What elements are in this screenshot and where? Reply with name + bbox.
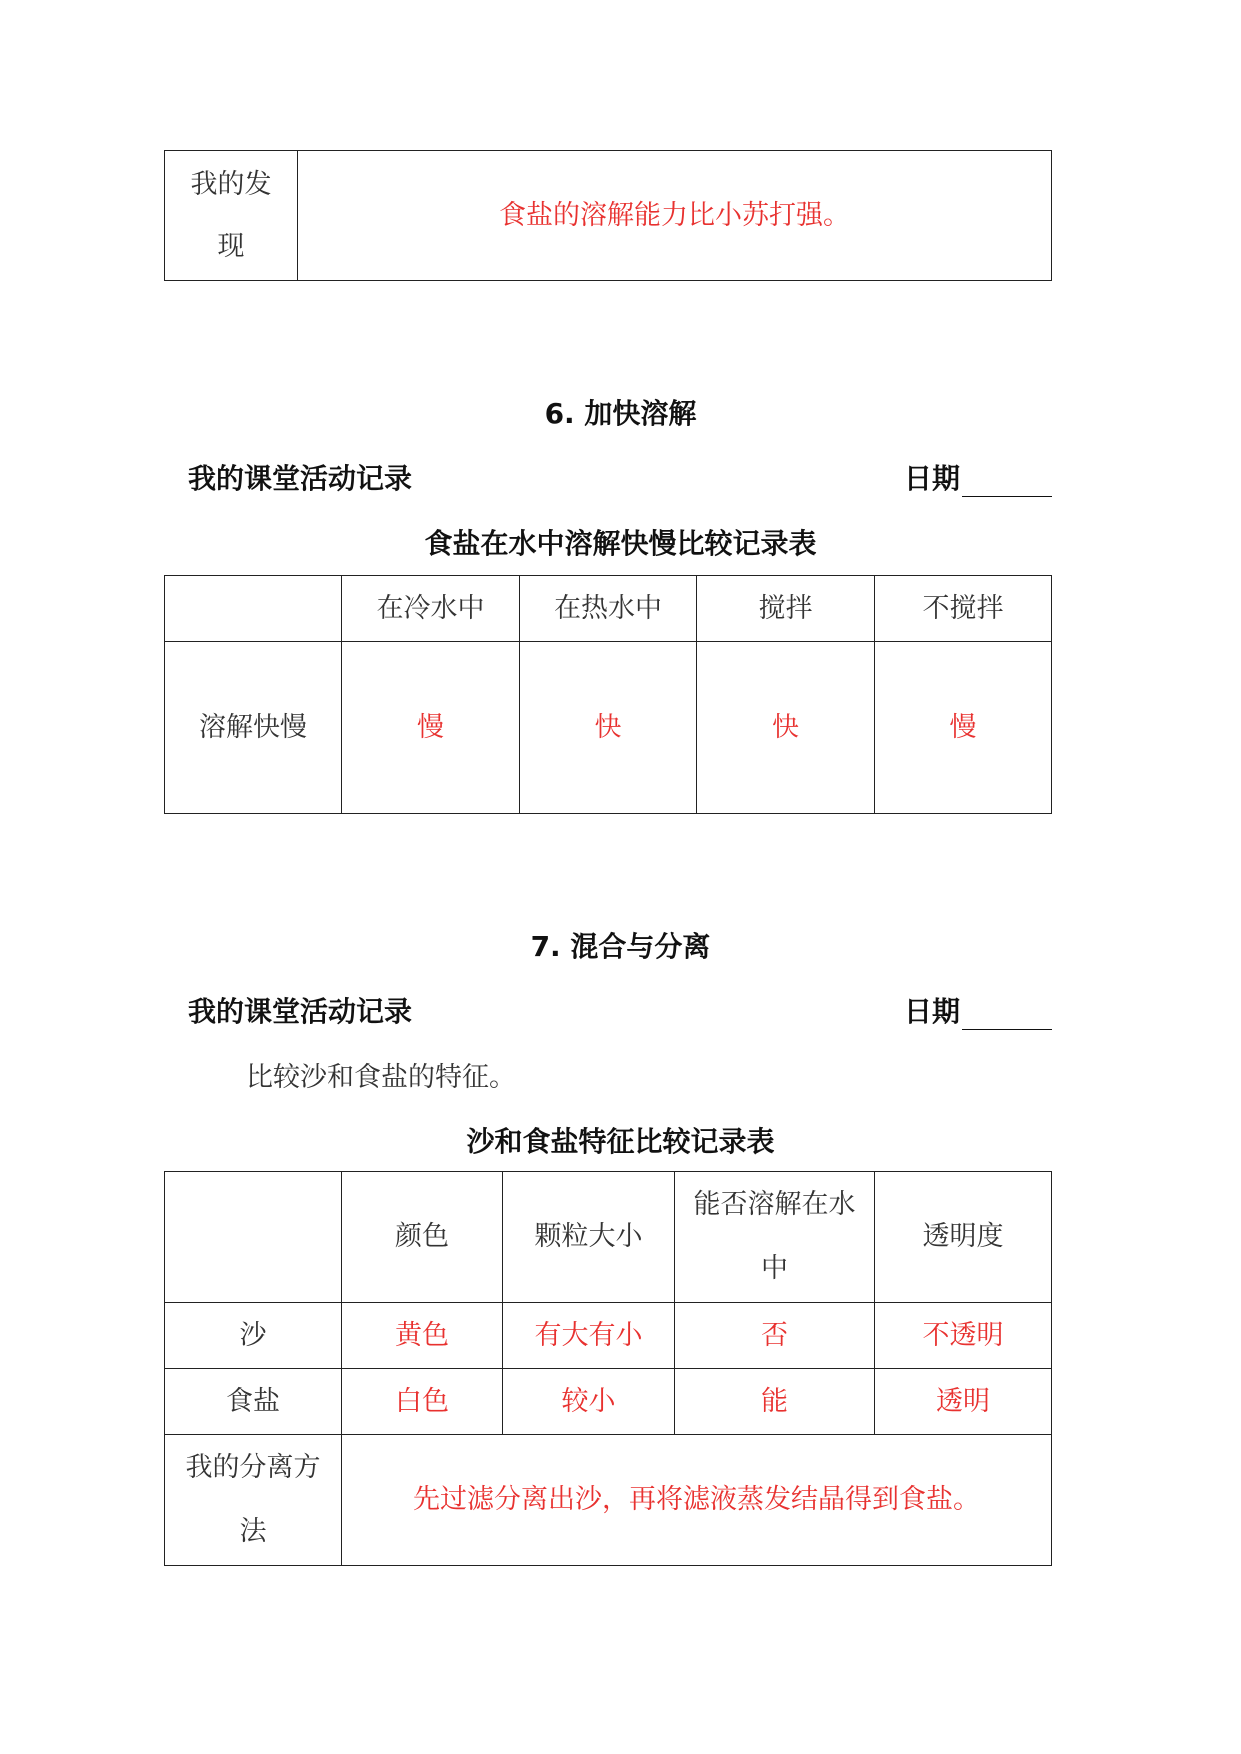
method-text: 先过滤分离出沙，再将滤液蒸发结晶得到食盐。 [342,1435,1052,1566]
value-cell: 白色 [342,1369,503,1435]
value-cell: 透明 [875,1369,1052,1435]
value-cell: 能 [675,1369,875,1435]
section7-record-label: 我的课堂活动记录 [188,995,413,1028]
value-cell: 有大有小 [503,1303,675,1369]
section7-table-title: 沙和食盐特征比较记录表 [466,1125,775,1158]
method-label: 我的分离方法 [165,1435,342,1566]
value-cell: 快 [520,642,697,814]
section7-intro: 比较沙和食盐的特征。 [246,1062,516,1093]
table-row [165,642,1052,814]
row-label-salt: 食盐 [165,1369,342,1435]
section6-date-label: 日期 [904,462,961,495]
header-no-stir: 不搅拌 [875,576,1052,642]
section6-table-title: 食盐在水中溶解快慢比较记录表 [424,527,817,560]
header-transparency: 透明度 [875,1172,1052,1303]
header-color: 颜色 [342,1172,503,1303]
table-row [165,1369,1052,1435]
table-row [165,1303,1052,1369]
sand-salt-table [164,1171,1052,1566]
section7-date [904,990,1052,1030]
section7-date-label: 日期 [904,995,961,1028]
value-cell: 慢 [342,642,520,814]
value-cell: 不透明 [875,1303,1052,1369]
table-header-row [165,576,1052,642]
section6-date-blank [962,466,1052,497]
table-header-row [165,1172,1052,1303]
value-cell: 快 [697,642,875,814]
header-empty [165,576,342,642]
header-hot-water: 在热水中 [520,576,697,642]
header-solubility: 能否溶解在水中 [675,1172,875,1303]
findings-label: 我的发现 [165,151,298,281]
section6-title: 6. 加快溶解 [544,397,697,430]
value-cell: 黄色 [342,1303,503,1369]
findings-table [164,150,1052,281]
section7-title: 7. 混合与分离 [530,930,711,963]
section6-record-label: 我的课堂活动记录 [188,462,413,495]
row-label-sand: 沙 [165,1303,342,1369]
value-cell: 较小 [503,1369,675,1435]
section6-date [904,457,1052,497]
value-cell: 慢 [875,642,1052,814]
table-row [165,1435,1052,1566]
dissolve-speed-table [164,575,1052,814]
findings-text: 食盐的溶解能力比小苏打强。 [298,151,1052,281]
header-stir: 搅拌 [697,576,875,642]
section7-date-blank [962,999,1052,1030]
header-empty [165,1172,342,1303]
header-cold-water: 在冷水中 [342,576,520,642]
header-particle-size: 颗粒大小 [503,1172,675,1303]
row-label: 溶解快慢 [165,642,342,814]
value-cell: 否 [675,1303,875,1369]
